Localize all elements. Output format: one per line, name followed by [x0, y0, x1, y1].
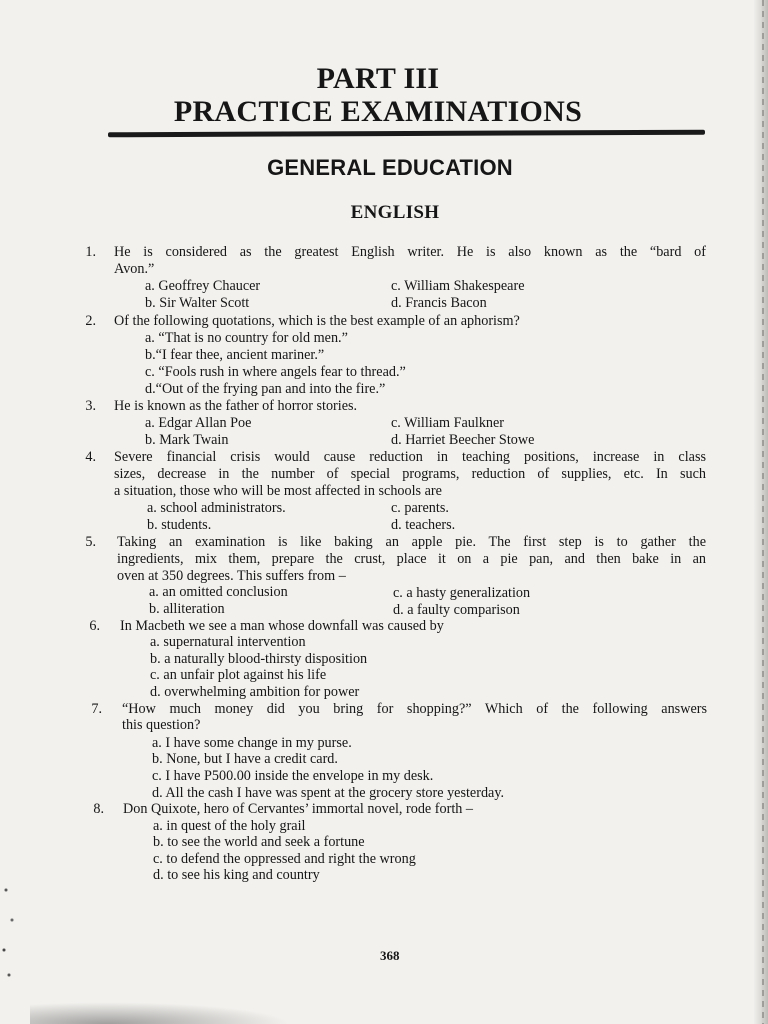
- answer-option: d. All the cash I have was spent at the grocery store yesterday.: [152, 785, 505, 801]
- answer-option: b. to see the world and seek a fortune: [153, 834, 365, 850]
- answer-option: b. a naturally blood-thirsty disposition: [150, 651, 368, 667]
- question-number: 1.: [85, 244, 96, 260]
- answer-option: d. overwhelming ambition for power: [150, 684, 360, 700]
- question-number: 4.: [85, 449, 96, 465]
- answer-option: b. Mark Twain: [145, 432, 229, 448]
- scan-smudge: [30, 1002, 290, 1024]
- question-stem-line: sizes, decrease in the number of special programs, reduction of supplies, etc. In such: [114, 466, 706, 482]
- answer-option: c. parents.: [391, 500, 449, 516]
- question-number: 6.: [89, 618, 100, 634]
- answer-option: a. Edgar Allan Poe: [145, 415, 252, 431]
- answer-option: d. Francis Bacon: [391, 295, 487, 311]
- answer-option: b.“I fear thee, ancient mariner.”: [145, 347, 325, 363]
- answer-option: d.“Out of the frying pan and into the fire.”: [145, 381, 386, 397]
- question-number: 7.: [91, 701, 102, 717]
- part-heading: PART III: [316, 62, 440, 95]
- question-number: 2.: [85, 313, 96, 329]
- answer-option: c. to defend the oppressed and right the wrong: [153, 851, 416, 867]
- answer-option: a. Geoffrey Chaucer: [145, 278, 261, 294]
- answer-option: a. in quest of the holy grail: [153, 818, 306, 834]
- answer-option: d. to see his king and country: [153, 867, 320, 883]
- question-stem-line: Of the following quotations, which is the best example of an aphorism?: [114, 313, 520, 329]
- question-stem-line: a situation, those who will be most affected in schools are: [114, 483, 442, 499]
- answer-option: b. alliteration: [149, 601, 225, 617]
- section-title: GENERAL EDUCATION: [267, 155, 513, 180]
- part-title: PRACTICE EXAMINATIONS: [173, 95, 583, 128]
- question-stem-line: Avon.”: [114, 261, 155, 277]
- answer-option: a. an omitted conclusion: [149, 584, 288, 600]
- answer-option: b. students.: [147, 517, 212, 533]
- answer-option: d. Harriet Beecher Stowe: [391, 432, 535, 448]
- question-number: 3.: [85, 398, 96, 414]
- question-stem-line: Severe financial crisis would cause reduction in teaching positions, increase in class: [114, 449, 706, 465]
- answer-option: a. I have some change in my purse.: [152, 735, 352, 751]
- question-number: 5.: [85, 534, 96, 550]
- answer-option: c. William Faulkner: [391, 415, 505, 431]
- question-stem-line: oven at 350 degrees. This suffers from –: [117, 568, 346, 584]
- question-stem-line: Don Quixote, hero of Cervantes’ immortal novel, rode forth –: [123, 801, 473, 817]
- answer-option: a. “That is no country for old men.”: [145, 330, 348, 346]
- question-stem-line: In Macbeth we see a man whose downfall was caused by: [120, 618, 444, 634]
- answer-option: c. “Fools rush in where angels fear to thread.”: [145, 364, 406, 380]
- page-edge: [754, 0, 768, 1024]
- question-stem-line: He is considered as the greatest English writer. He is also known as the “bard of: [114, 244, 706, 260]
- question-stem-line: ingredients, mix them, prepare the crust, place it on a pie pan, and then bake in an: [117, 551, 706, 567]
- question-number: 8.: [93, 801, 104, 817]
- answer-option: b. None, but I have a credit card.: [152, 751, 338, 767]
- answer-option: c. William Shakespeare: [391, 278, 525, 294]
- answer-option: c. a hasty generalization: [393, 585, 531, 601]
- title-rule: [108, 130, 705, 138]
- scan-specks: [0, 870, 22, 990]
- question-stem-line: He is known as the father of horror stories.: [114, 398, 358, 414]
- question-stem-line: Taking an examination is like baking an apple pie. The first step is to gather the: [117, 534, 706, 550]
- answer-option: c. I have P500.00 inside the envelope in my desk.: [152, 768, 434, 784]
- question-stem-line: this question?: [122, 717, 201, 733]
- page-number: 368: [380, 948, 400, 963]
- answer-option: d. a faulty comparison: [393, 602, 520, 618]
- answer-option: c. an unfair plot against his life: [150, 667, 327, 683]
- answer-option: b. Sir Walter Scott: [145, 295, 250, 311]
- subject-title: ENGLISH: [350, 202, 440, 223]
- answer-option: d. teachers.: [391, 517, 456, 533]
- answer-option: a. school administrators.: [147, 500, 286, 516]
- answer-option: a. supernatural intervention: [150, 634, 306, 650]
- question-stem-line: “How much money did you bring for shopping?” Which of the following answers: [122, 701, 707, 717]
